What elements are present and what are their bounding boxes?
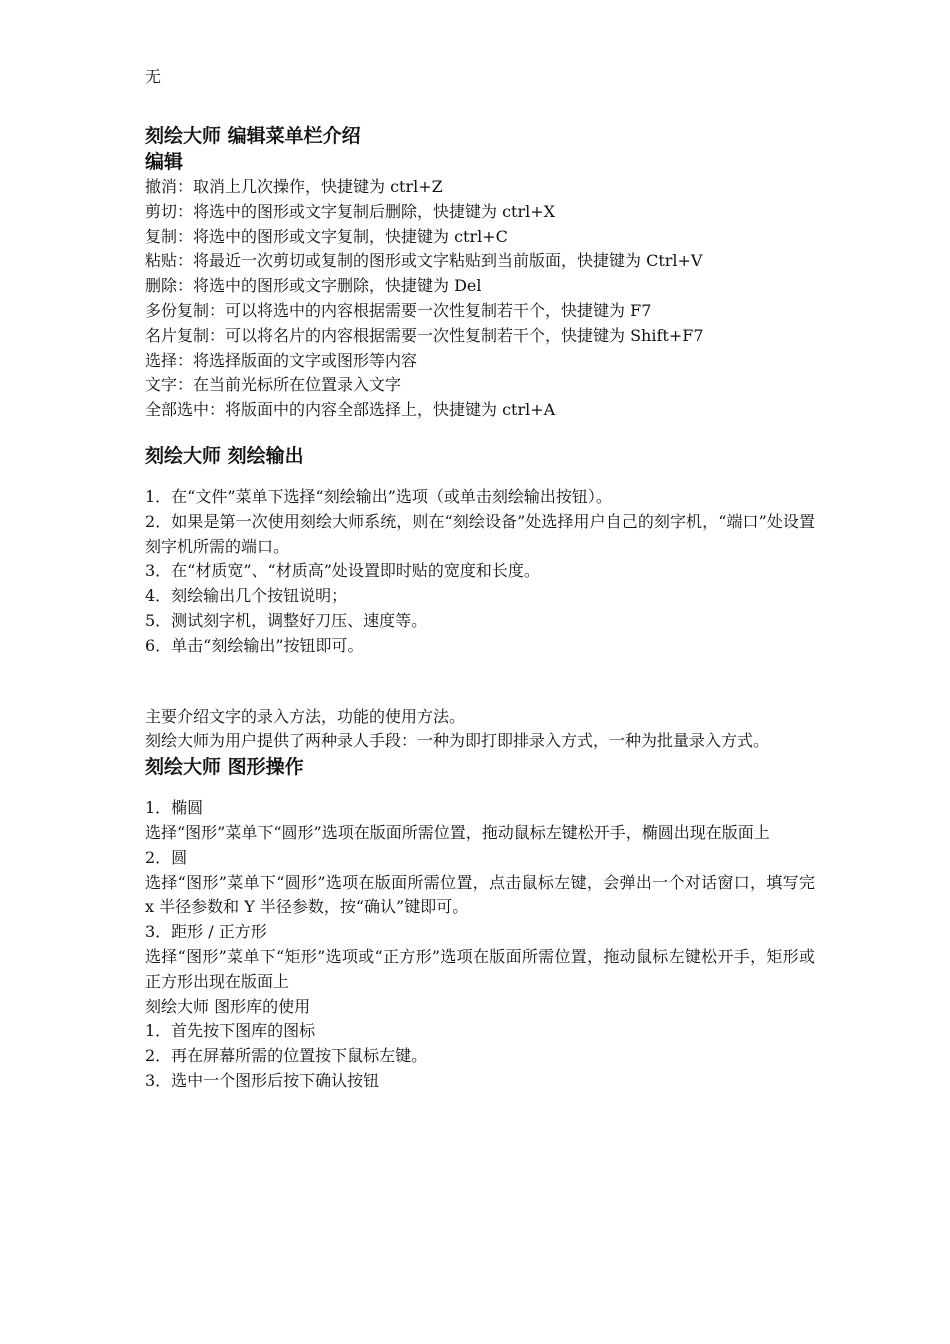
shapes-line-circle-heading: 2．圆 — [145, 847, 188, 867]
shapes-line-ellipse-heading: 1．椭圆 — [145, 798, 204, 818]
intro-block — [145, 705, 815, 755]
section-title-shapes: 刻绘大师 图形操作 — [145, 756, 304, 779]
edit-line-delete: 删除：将选中的图形或文字删除，快捷键为 Del — [145, 276, 482, 296]
edit-line-copy: 复制：将选中的图形或文字复制，快捷键为 ctrl+C — [145, 226, 508, 246]
output-step-1: 1．在“文件”菜单下选择“刻绘输出”选项（或单击刻绘输出按钮）。 — [145, 486, 612, 506]
section-title-edit-menu: 刻绘大师 编辑菜单栏介绍 — [145, 125, 361, 147]
document-body — [145, 123, 815, 1094]
edit-line-cut: 剪切：将选中的图形或文字复制后删除，快捷键为 ctrl+X — [145, 201, 556, 221]
output-step-6: 6．单击“刻绘输出”按钮即可。 — [145, 635, 364, 655]
edit-line-card-copy: 名片复制：可以将名片的内容根据需要一次性复制若干个，快捷键为 Shift+F7 — [145, 325, 704, 345]
intro-line-1: 主要介绍文字的录入方法，功能的使用方法。 — [145, 706, 466, 726]
shapes-line-library-step-3: 3．选中一个图形后按下确认按钮 — [145, 1070, 380, 1090]
edit-line-multi-copy: 多份复制：可以将选中的内容根据需要一次性复制若干个，快捷键为 F7 — [145, 300, 652, 320]
shapes-line-rect-heading: 3．距形 / 正方形 — [145, 922, 267, 942]
section-edit-menu — [145, 123, 815, 423]
shapes-line-library-step-1: 1．首先按下图库的图标 — [145, 1021, 316, 1041]
output-step-4: 4．刻绘输出几个按钮说明； — [145, 586, 348, 606]
shapes-line-rect-desc: 选择“图形”菜单下“矩形”选项或“正方形”选项在版面所需位置，拖动鼠标左键松开手，矩形或正方形出现在版面上 — [145, 946, 815, 991]
output-step-2: 2．如果是第一次使用刻绘大师系统，则在“刻绘设备”处选择用户自己的刻字机，“端口”处设置刻字机所需的端口。 — [145, 511, 815, 556]
output-step-5: 5．测试刻字机，调整好刀压、速度等。 — [145, 610, 428, 630]
edit-line-undo: 撤消：取消上几次操作，快捷键为 ctrl+Z — [145, 177, 443, 196]
edit-line-paste: 粘贴：将最近一次剪切或复制的图形或文字粘贴到当前版面，快捷键为 Ctrl+V — [145, 251, 703, 271]
intro-line-2: 刻绘大师为用户提供了两种录人手段：一种为即打即排录入方式，一种为批量录入方式。 — [145, 731, 770, 751]
section-subtitle-edit: 编辑 — [145, 151, 184, 173]
output-step-3: 3．在“材质宽”、“材质高”处设置即时贴的宽度和长度。 — [145, 561, 540, 581]
shapes-line-circle-desc: 选择“图形”菜单下“圆形”选项在版面所需位置，点击鼠标左键，会弹出一个对话窗口，填写完 x 半径参数和 Y 半径参数，按“确认”键即可。 — [145, 872, 815, 917]
edit-line-select: 选择：将选择版面的文字或图形等内容 — [145, 350, 418, 370]
shapes-line-library-heading: 刻绘大师 图形库的使用 — [145, 996, 311, 1016]
section-shapes — [145, 754, 815, 1094]
edit-line-select-all: 全部选中：将版面中的内容全部选择上，快捷键为 ctrl+A — [145, 400, 556, 420]
header-note: 无 — [145, 67, 162, 86]
edit-line-text: 文字：在当前光标所在位置录入文字 — [145, 375, 402, 395]
shapes-line-library-step-2: 2．再在屏幕所需的位置按下鼠标左键。 — [145, 1046, 428, 1066]
section-output — [145, 443, 815, 659]
shapes-line-ellipse-desc: 选择“图形”菜单下“圆形”选项在版面所需位置，拖动鼠标左键松开手，椭圆出现在版面上 — [145, 822, 770, 842]
section-title-output: 刻绘大师 刻绘输出 — [145, 444, 304, 467]
document-page — [145, 0, 815, 1344]
